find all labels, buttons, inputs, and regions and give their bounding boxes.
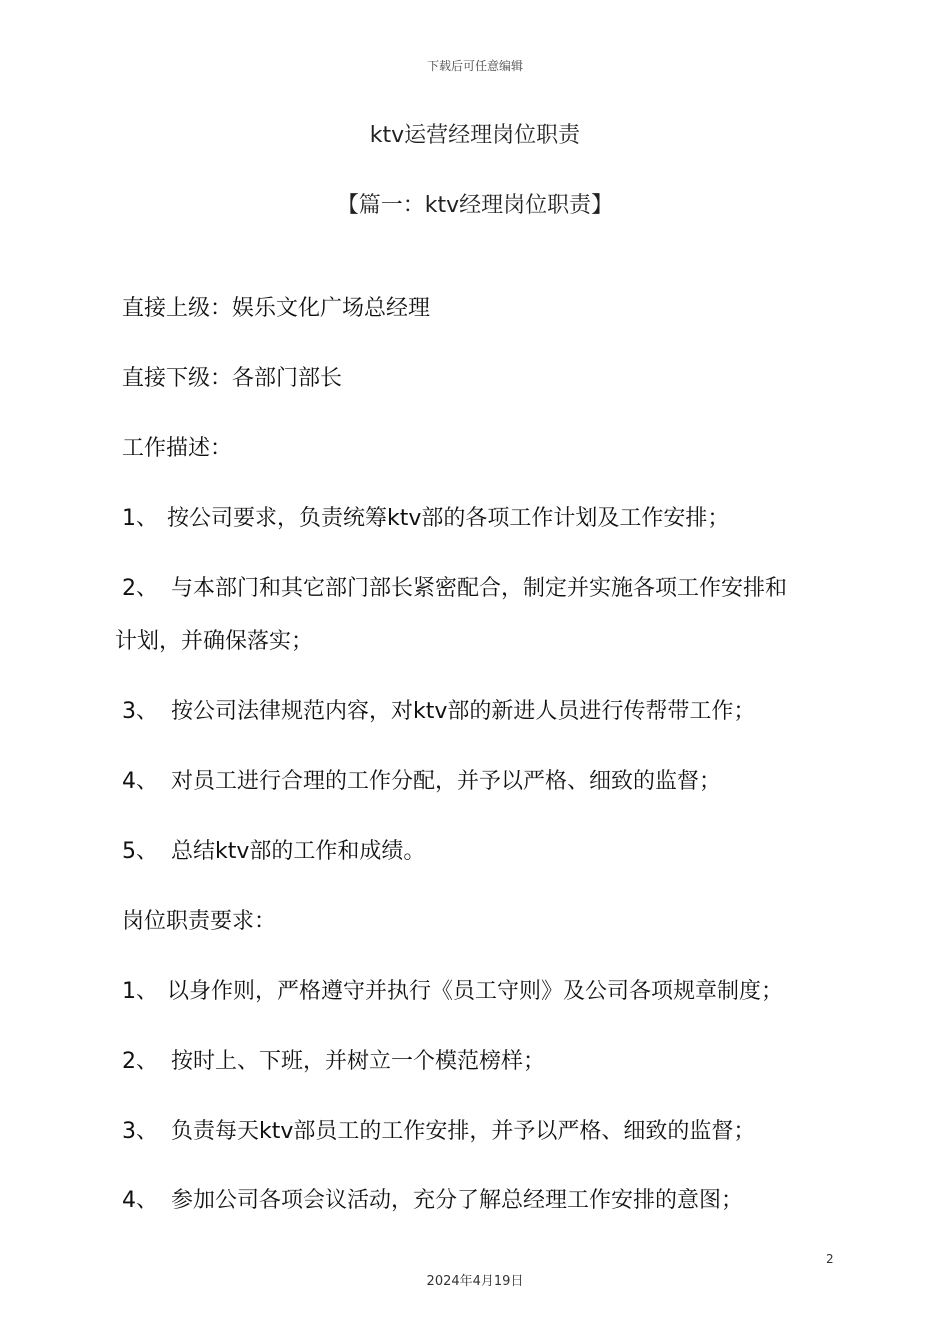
work-item-text: 对员工进行合理的工作分配，并予以严格、细致的监督； [171, 769, 722, 794]
work-description-heading: 工作描述： [122, 436, 233, 461]
work-item-number: 1、 [122, 506, 158, 531]
duty-item-number: 4、 [122, 1188, 158, 1213]
duty-item [122, 1186, 743, 1216]
subordinate-line: 直接下级：各部门部长 [122, 366, 343, 391]
duty-item-text: 以身作则，严格遵守并执行《员工守则》及公司各项规章制度； [167, 979, 784, 1004]
work-item-text: 与本部门和其它部门部长紧密配合，制定并实施各项工作安排和 [171, 576, 788, 601]
work-item-text: 总结ktv部的工作和成绩。 [171, 839, 426, 864]
duty-item-text: 参加公司各项会议活动，充分了解总经理工作安排的意图； [171, 1188, 744, 1213]
duty-item-number: 1、 [122, 979, 158, 1004]
work-item [122, 837, 425, 867]
work-item [122, 574, 787, 604]
work-item-text: 按公司要求，负责统筹ktv部的各项工作计划及工作安排； [167, 506, 730, 531]
work-item-number: 5、 [122, 839, 158, 864]
duty-item [122, 1047, 545, 1077]
superior-line: 直接上级：娱乐文化广场总经理 [122, 296, 431, 321]
duty-item-text: 按时上、下班，并树立一个模范榜样； [171, 1049, 546, 1074]
header-note: 下载后可任意编辑 [426, 59, 523, 73]
duty-requirements-heading: 岗位职责要求： [122, 909, 277, 934]
document-title: ktv运营经理岗位职责 [369, 123, 581, 148]
document-subtitle: 【篇一：ktv经理岗位职责】 [336, 193, 614, 218]
work-item-number: 3、 [122, 699, 158, 724]
work-item-number: 4、 [122, 769, 158, 794]
footer-date: 2024年4月19日 [426, 1274, 524, 1289]
duty-item-text: 负责每天ktv部员工的工作安排，并予以严格、细致的监督； [171, 1119, 756, 1144]
work-item [122, 767, 721, 797]
page-number: 2 [826, 1252, 834, 1266]
work-item-text: 按公司法律规范内容，对ktv部的新进人员进行传帮带工作； [171, 699, 756, 724]
work-item [122, 504, 729, 534]
duty-item [122, 977, 783, 1007]
work-item-continuation: 计划，并确保落实； [115, 629, 314, 654]
work-item-number: 2、 [122, 576, 158, 601]
duty-item-number: 2、 [122, 1049, 158, 1074]
duty-item-number: 3、 [122, 1119, 158, 1144]
work-item [122, 697, 755, 727]
duty-item [122, 1117, 755, 1147]
